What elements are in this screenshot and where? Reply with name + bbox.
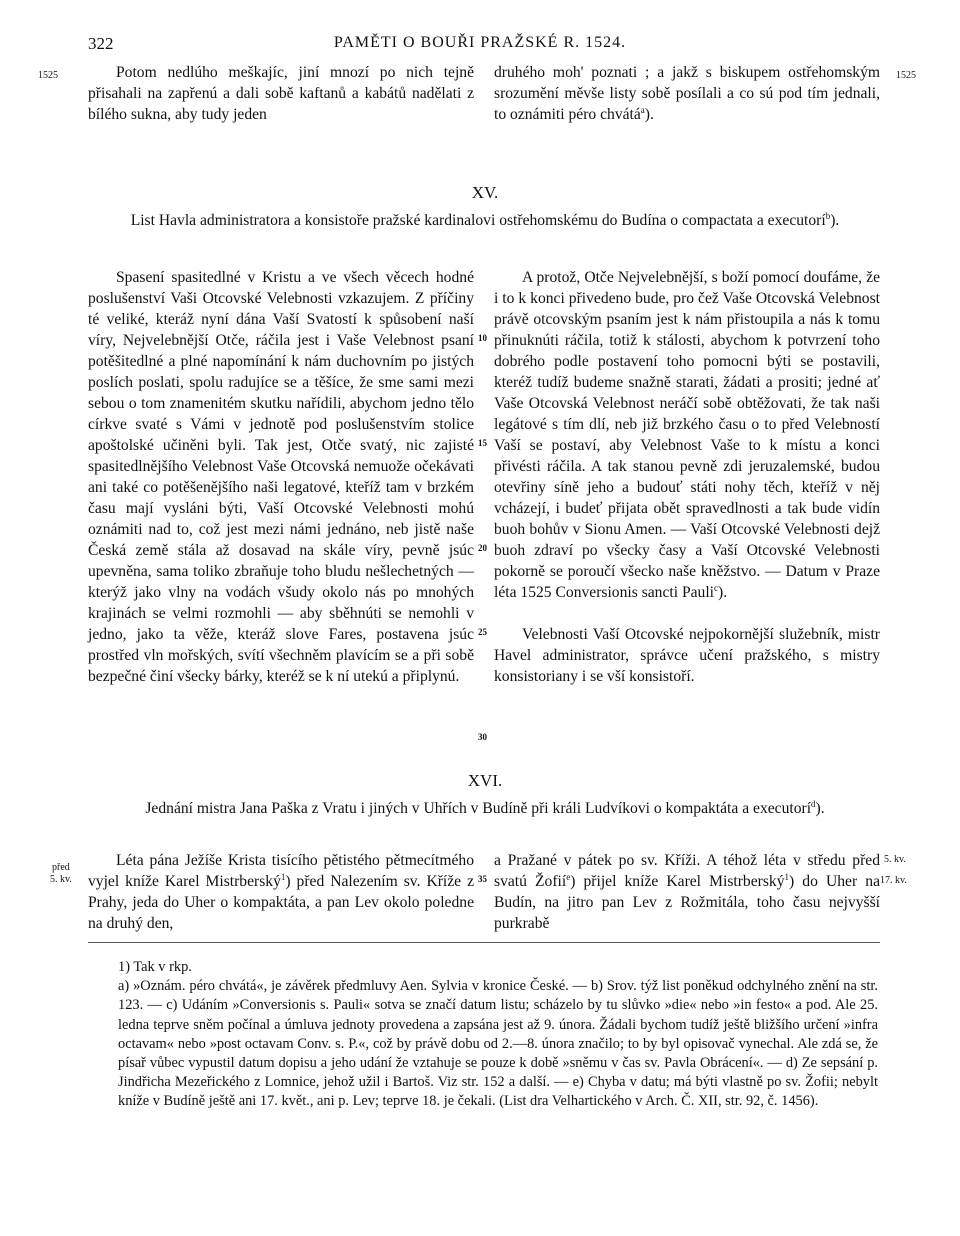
section-xvi-left-text-b: ) před Nalezením sv. Kříže z Prahy, jeda do Uher o kompaktáta, a pan Lev okolo poledne na druhý den,	[88, 873, 474, 932]
section-xv-left-text: Spasení spasitedlné v Kristu a ve všech věcech hodné poslušenství Vaši Otcovské Velebnosti vzkazujem. Z příčiny té veliké, kteráž nyní dána Vaší Svatostí k spůsobení naší víry, Nejvelebnější Otče, ráčila jest i Vaše Velebnost psaní potěšitedlné a plné napomínání k nám duchovním po jistých poslích poslati, spolu radujíce se a těšíce, že sme sami mezi sebou o tom znamenitém skutku nařídili, abychom jedno tělo církve svaté s Vámi v jednotě pod poslušenstvím stolice apoštolské učiněni byli. Tak jest, Otče svatý, nic zajisté spasitedlnějšího Velebnost Vaše Otcovská nemuože očekávati ani také co potěšenějšího naši legatové, kteříž tam v brzkém času mají vysláni býti, Vaší Otcovské Velebnosti mohú oznámiti nad to, což jest mezi námi jednáno, neb jistě naše Česká země stála až dosavad na skále víry, pevně jsúc upevněna, sama toliko zbraňuje toho bludu nešlechetných — kterýž jako vlny na vodách všudy okolo nás po mnohých krajinách se velmi rozmohli — aby sběhnúti se nemohli v jedno, jako ta věže, kteráž slove Fares, postavena jsúc prostřed vln mořských, svítí všechněm plavícím se a při sobě bezpečné činí všecky bárky, kteréž se k ní utekú a připlynú.	[88, 269, 474, 685]
line-number-35: 35	[478, 874, 487, 884]
margin-pred-date	[50, 862, 72, 886]
section-xvi-right-text-a: a Pražané v pátek po sv. Kříži. A téhož léta v středu před svatú Žofií	[494, 852, 880, 890]
note-mark-d: d	[811, 798, 816, 809]
note-mark-b: b	[825, 210, 831, 221]
section-xv-right-paragraph-2: Velebnosti Vaší Otcovské nejpokornější služebník, mistr Havel administrator, správce učení pražského, s mistry konsistoriany i se vší konsistoří.	[494, 626, 880, 685]
running-title: PAMĚTI O BOUŘI PRAŽSKÉ R. 1524.	[333, 34, 627, 51]
margin-year-left: 1525	[38, 70, 58, 81]
margin-right-date-2: 17. kv.	[880, 875, 907, 886]
footnote-rule	[88, 942, 880, 943]
section-xvi-title-text: Jednání mistra Jana Paška z Vratu i jiných v Uhřích v Budíně při králi Ludvíkovi o kompaktáta a executorí	[145, 800, 812, 817]
top-right-text: druhého moh' poznati ; a jakž s biskupem ostřehomským srozumění měvše listy sobě posílali a co sú pod tím jednali, to oznámiti péro chvátá	[494, 64, 880, 123]
line-number-30: 30	[478, 732, 487, 742]
section-xvi-left-column	[88, 850, 474, 934]
section-xvi-right-paragraph	[494, 850, 880, 934]
section-xvi-title	[90, 799, 880, 819]
section-xvi-title-end: ).	[815, 800, 825, 817]
line-number-25: 25	[478, 627, 487, 637]
section-xv-left-column	[88, 267, 474, 687]
section-xvi-right-text-b: ) přijel kníže Karel Mistrberský	[570, 873, 785, 890]
section-xv-right-text-1: A protož, Otče Nejvelebnější, s boží pomocí doufáme, že i to k konci přivedeno bude, pro čež Vaše Otcovská Velebnost právě otcovským psaním jest k nám přistoupila a nás k tomu přinuknúti ráčila, totiž k stálosti, abychom k potvrzení toho dobrého podle postavení toho pomocni býti se postavili, kteréž tudíž budeme snažně starati, žádati a prositi; jedné ať Vaše Otcovská Velebnost neráčí sobě obtěžovati, že tak naši legátové s tím dlí, neb již brzkého času o to před Velebností Vaší se postaví, aby Velebnost Vaše to k místu a konci přivésti ráčila. A tak stanou pevně zdi jeruzalemské, budou otevřiny síně jeho a budouť státi nohy těch, kteříž v něj vcházejí, i budeť přijata obět spravedlnosti a tak bude vidín buoh bohův v Sionu Amen. — Vaší Otcovské Velebnosti dejž buoh zdraví po všecky časy a Vaší Otcovské Velebnosti pokorně se poroučí všecko naše kněžstvo. — Datum v Praze léta 1525 Conversionis sancti Pauli	[494, 269, 880, 601]
line-number-20: 20	[478, 543, 487, 553]
line-number-10: 10	[478, 333, 487, 343]
section-xvi-left-paragraph	[88, 850, 474, 934]
section-xvi-right-text-c: ) do Uher na Budín, na jitro pan Lev z Rožmitála, toho času nejvyšší purkrabě	[494, 873, 880, 932]
note-mark-e: e	[566, 871, 571, 882]
note-mark-c: c	[714, 582, 719, 593]
footnotes	[118, 958, 878, 1112]
footnote-1: 1) Tak v rkp.	[118, 959, 192, 975]
top-left-column	[88, 62, 474, 125]
note-mark-1-right: 1	[784, 871, 789, 882]
section-xvi-number: XVI.	[467, 771, 503, 790]
footnote-a-to-e: a) »Oznám. péro chvátá«, je závěrek předmluvy Aen. Sylvia v kronice České. — b) Srov. týž list poněkud odchylného znění na str. 123. — c) Udáním »Conversionis s. Pauli« sotva se značí datum listu; scházelo by tu slůvko »die« nebo »in festo« a pod. Ale 25. ledna teprve sněm počínal a úmluva jednoty provedena a zapsána jest až 9. února. Žádali bychom tudíž ještě bližšího určení »infra octavam« nebo »post octavam Conv. s. P.«, což by právě dobu od 2.—8. února značilo; to by byl opisovač vynechal. Ale zdá se, že písař vůbec vypustil datum dopisu a jeho udání že vztahuje se pouze k době »sněmu v čas sv. Pavla Obrácení«. — d) Ze sepsání p. Jindřicha Mezeřického z Lomnice, jehož užil i Bartoš. Viz str. 152 a další. — e) Chyba v datu; má býti vlastně po sv. Žofii; nebylt kníže v Budíně ještě ani 17. květ., ani p. Lev; teprve 18. je čekali. (List dra Velhartického v Arch. Č. XII, str. 92, č. 1456).	[118, 978, 878, 1110]
section-xv-title-end: ).	[830, 212, 840, 229]
top-right-paragraph: druhého moh' poznati ; a jakž s biskupem ostřehomským srozumění měvše listy sobě posílali a co sú pod tím jednali, to oznámiti péro chvátá$^a$).	[494, 64, 880, 123]
margin-pred-value: 5. kv.	[50, 874, 72, 885]
section-xvi-right-column	[494, 850, 880, 934]
section-xv-right-paragraph-1	[494, 267, 880, 603]
top-right-column	[494, 62, 880, 125]
page-number: 322	[88, 34, 114, 53]
line-number-15: 15	[478, 438, 487, 448]
section-xv-title-text: List Havla administratora a konsistoře pražské kardinalovi ostřehomskému do Budína o compactata a executorí	[130, 212, 826, 229]
top-left-text: Potom nedlúho meškajíc, jiní mnozí po nich tejně přisahali na zapřenú a dali sobě kaftanů a kabátů nadělati z bílého sukna, aby tudy jeden	[88, 64, 474, 123]
section-xv-number: XV.	[471, 183, 499, 202]
section-xv-right-text-1-end: ).	[718, 584, 728, 601]
margin-right-date-1: 5. kv.	[884, 854, 906, 865]
section-xv-right-column	[494, 267, 880, 687]
margin-pred-label: před	[52, 862, 70, 873]
note-mark-a: a	[640, 104, 645, 115]
margin-year-right: 1525	[896, 70, 916, 81]
note-mark-1-left: 1	[280, 871, 286, 882]
section-xvi-left-text-a: Léta pána Ježíše Krista tisícího pětistého pětmecítmého vyjel kníže Karel Mistrberský	[88, 852, 474, 890]
section-xv-title	[90, 211, 880, 231]
